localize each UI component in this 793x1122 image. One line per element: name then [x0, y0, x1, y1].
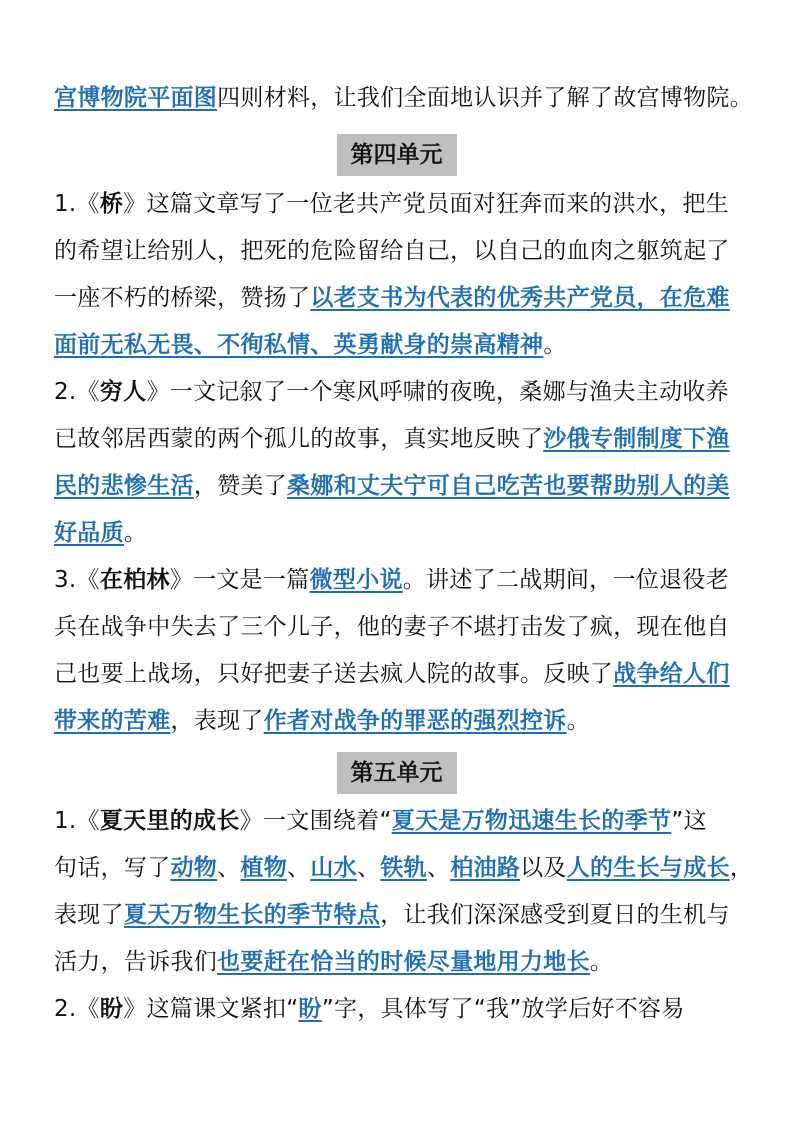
text: 。	[123, 520, 148, 546]
text: 这篇课文紧扣“	[146, 996, 299, 1022]
u4-item3-line4	[54, 704, 754, 738]
separator: 、	[287, 855, 311, 881]
u5-item1-line1	[54, 804, 754, 838]
text: 句话，写了	[54, 855, 171, 881]
text: ，	[729, 855, 754, 881]
u4-item1-line2	[54, 234, 754, 268]
highlight-answer: 沙俄专制制度下渔	[543, 426, 730, 452]
highlight-answer: 以老支书为代表的优秀共产党员，在危难	[310, 285, 730, 311]
highlight-answer: 民的悲惨生活	[54, 473, 194, 499]
u4-item2-line3	[54, 469, 754, 503]
separator: 、	[426, 855, 451, 881]
u4-item3-line2	[54, 610, 754, 644]
text: 以及	[520, 855, 567, 881]
lesson-title: 在柏林	[99, 567, 170, 593]
text: ，赞美了	[193, 473, 288, 499]
unit5-heading-wrap	[0, 752, 793, 794]
highlight-answer: 植物	[240, 855, 288, 881]
highlight-answer: 也要赶在恰当的时候尽量地用力地长	[217, 949, 590, 975]
text: 。讲述了二战期间，一位退役老	[402, 567, 729, 593]
lesson-title: 盼	[99, 996, 124, 1022]
text: 一座不朽的桥梁，赞扬了	[54, 285, 311, 311]
text: ，让我们深深感受到夏日的生机与	[380, 902, 730, 928]
highlight-answer: 作者对战争的罪恶的强烈控诉	[263, 708, 567, 734]
text: 》	[146, 379, 170, 405]
u4-item1-line1	[54, 187, 754, 221]
text: 》	[123, 191, 147, 217]
text: 己也要上战场，只好把妻子送去疯人院的故事。反映了	[54, 661, 614, 687]
highlight-answer: 动物	[170, 855, 218, 881]
highlight-answer: 山水	[310, 855, 357, 881]
unit4-heading: 第四单元	[337, 134, 457, 176]
text: ”这	[671, 808, 707, 834]
u4-item1-line3	[54, 281, 754, 315]
text: 》	[169, 567, 194, 593]
text: 四则材料，让我们全面地认识并了解了故宫博物院。	[217, 85, 754, 111]
highlight-answer: 柏油路	[450, 855, 521, 881]
text: 已故邻居西蒙的两个孤儿的故事，真实地反映了	[54, 426, 544, 452]
unit4-heading-wrap	[0, 134, 793, 176]
highlight-answer: 面前无私无畏、不徇私情、英勇献身的崇高精神	[54, 332, 544, 358]
text: 的希望让给别人，把死的危险留给自己，以自己的血肉之躯筑起了	[54, 238, 730, 264]
highlight-answer: 宫博物院平面图	[54, 85, 218, 111]
highlight-answer: 夏天是万物迅速生长的季节	[391, 808, 672, 834]
text: 兵在战争中失去了三个儿子，他的妻子不堪打击发了疯，现在他自	[54, 614, 730, 640]
highlight-answer: 桑娜和丈夫宁可自己吃苦也要帮助别人的美	[287, 473, 730, 499]
u5-item1-line2	[54, 851, 754, 885]
highlight-answer: 战争给人们	[613, 661, 730, 687]
highlight-answer: 夏天万物生长的季节特点	[123, 902, 381, 928]
text: 》	[239, 808, 263, 834]
item-number: 1.《	[54, 808, 100, 834]
text: 。	[566, 708, 590, 734]
highlight-answer: 铁轨	[380, 855, 427, 881]
text: 这篇文章写了一位老共产党员面对狂奔而来的洪水，把生	[146, 191, 729, 217]
u5-item2-line1	[54, 992, 754, 1026]
text: 》	[123, 996, 147, 1022]
item-number: 3.《	[54, 567, 100, 593]
lesson-title: 桥	[99, 191, 124, 217]
intro-line	[54, 81, 754, 115]
highlight-answer: 带来的苦难	[54, 708, 171, 734]
u4-item2-line2	[54, 422, 754, 456]
highlight-answer: 人的生长与成长	[566, 855, 730, 881]
text: ”字，具体写了“我”放学后好不容易	[321, 996, 685, 1022]
u4-item3-line3	[54, 657, 754, 691]
lesson-title: 夏天里的成长	[99, 808, 240, 834]
item-number: 1.《	[54, 191, 100, 217]
highlight-answer: 好品质	[54, 520, 124, 546]
text: 。	[589, 949, 614, 975]
text: ，表现了	[170, 708, 264, 734]
text: 一文记叙了一个寒风呼啸的夜晚，桑娜与渔夫主动收养	[169, 379, 729, 405]
text: 一文是一篇	[193, 567, 310, 593]
separator: 、	[356, 855, 381, 881]
text: 表现了	[54, 902, 124, 928]
highlight-answer: 微型小说	[309, 567, 403, 593]
u5-item1-line3	[54, 898, 754, 932]
item-number: 2.《	[54, 996, 100, 1022]
text: 。	[543, 332, 567, 358]
u4-item3-line1	[54, 563, 754, 597]
text: 一文围绕着“	[262, 808, 392, 834]
u4-item1-line4	[54, 328, 754, 362]
text: 活力，告诉我们	[54, 949, 218, 975]
lesson-title: 穷人	[99, 379, 147, 405]
unit5-heading: 第五单元	[337, 752, 457, 794]
separator: 、	[217, 855, 241, 881]
u5-item1-line4	[54, 945, 754, 979]
u4-item2-line1	[54, 375, 754, 409]
highlight-answer: 盼	[298, 996, 322, 1022]
item-number: 2.《	[54, 379, 100, 405]
u4-item2-line4	[54, 516, 754, 550]
